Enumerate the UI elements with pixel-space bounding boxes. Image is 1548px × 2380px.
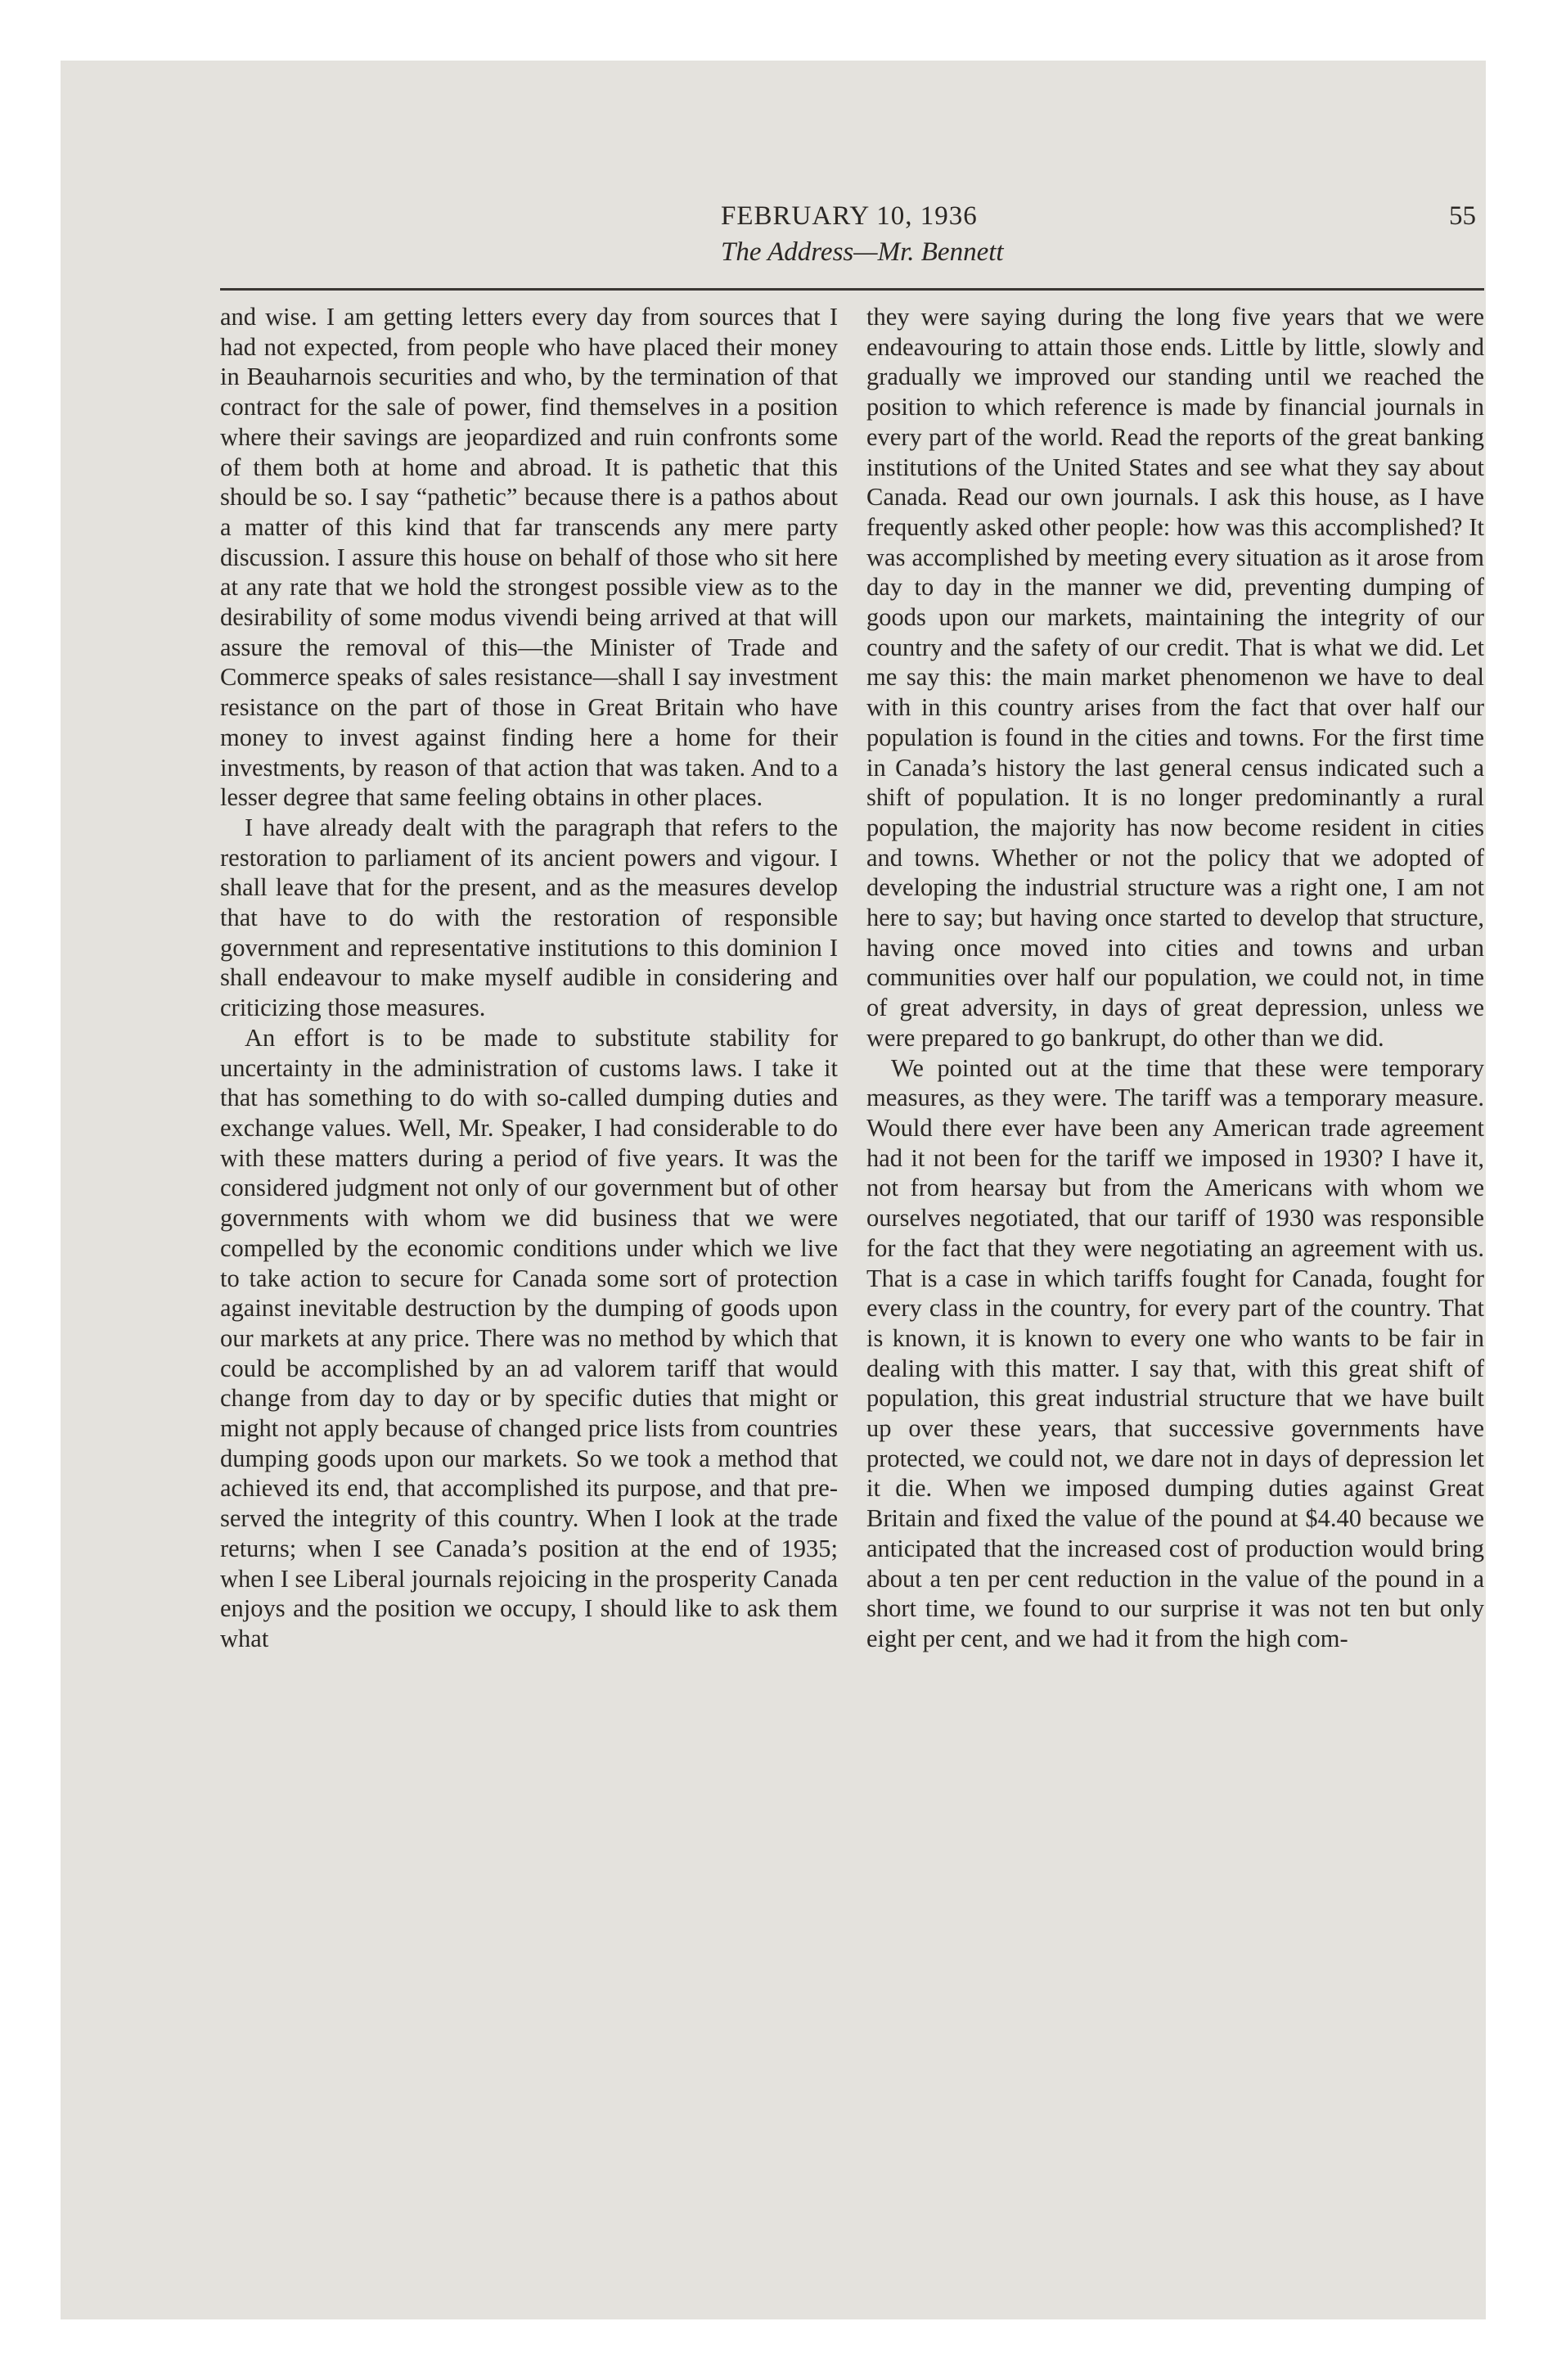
page-number: 55 — [1449, 201, 1476, 231]
paragraph: they were saying during the long five years that we were endeavouring to attain those ends. Little by little, slowly and gradually we improved our standing until we reached the position to which reference is made by financial journals in every part of the world. Read the reports of the great banking institutions of the United States and see what they say about Canada. Read our own journals. I ask this house, as I have frequently asked other people: how was this accomplished? It was accomplished by meeting every situation as it arose from day to day in the manner we did, preventing dumping of goods upon our markets, maintaining the integrity of our country and the safety of our credit. That is what we did. Let me say this: the main market phenomenon we have to deal with in this country arises from the fact that over half our population is found in the cities and towns. For the first time in Canada’s history the last general census indicated such a shift of population. It is no longer predominantly a rural population, the majority has now become resident in cities and towns. Whether or not the policy that we adopted of developing the industrial structure was a right one, I am not here to say; but having once started to develop that structure, having once moved into cities and towns and urban communities over half our population, we could not, in time of great adversity, in days of great depression, unless we were prepared to go bankrupt, do other than we did. — [866, 303, 1484, 1052]
right-column — [866, 302, 1484, 1654]
paragraph: and wise. I am getting letters every day from sources that I had not expected, from people who have placed their money in Beauharnois securities and who, by the termination of that contract for the sale of power, find themselves in a position where their savings are jeopardized and ruin confronts some of them both at home and abroad. It is pathetic that this should be so. I say “pathetic” because there is a pathos about a matter of this kind that far transcends any mere party discussion. I assure this house on behalf of those who sit here at any rate that we hold the strongest possible view as to the desirability of some modus vivendi being arrived at that will assure the removal of this—the Minister of Trade and Commerce speaks of sales resistance—shall I say investment resistance on the part of those in Great Britain who have money to invest against finding here a home for their investments, by reason of that action that was taken. And to a lesser degree that same feeling obtains in other places. — [220, 303, 838, 812]
document-page — [220, 200, 1484, 2229]
scanned-page-background — [61, 61, 1486, 2319]
paragraph: I have already dealt with the paragraph that refers to the restoration to parliament of its ancient powers and vigour. I shall leave that for the present, and as the measures develop that have to do with the restoration of responsible government and representative institutions to this dominion I shall endeavour to make myself audible in considering and criticizing those measures. — [220, 813, 838, 1022]
paragraph: We pointed out at the time that these were temporary measures, as they were. The tariff was a temporary measure. Would there ever have been any American trade agreement had it not been for the tariff we imposed in 1930? I have it, not from hearsay but from the Americans with whom we ourselves negotiated, that our tariff of 1930 was responsible for the fact that they were negotiating an agreement with us. That is a case in which tariffs fought for Canada, fought for every class in the country, for every part of the country. That is known, it is known to every one who wants to be fair in dealing with this matter. I say that, with this great shift of population, this great industrial structure that we have built up over these years, that successive governments have protected, we could not, we dare not in days of depression let it die. When we imposed dumping duties against Great Britain and fixed the value of the pound at $4.40 because we anticipated that the increased cost of production would bring about a ten per cent reduction in the value of the pound in a short time, we found to our surprise it was not ten but only eight per cent, and we had it from the high com- — [866, 1053, 1484, 1652]
text-columns — [220, 302, 1484, 2234]
left-column — [220, 302, 838, 1654]
page-header — [220, 200, 1484, 291]
running-title: The Address—Mr. Bennett — [721, 237, 1004, 267]
header-date: FEBRUARY 10, 1936 — [721, 201, 978, 231]
paragraph: An effort is to be made to substitute stability for uncertainty in the administration of customs laws. I take it that has something to do with so-called dumping duties and exchange values. Well, Mr. Speaker, I had considerable to do with these matters during a period of five years. It was the considered judgment not only of our government but of other governments with whom we did business that we were compelled by the economic conditions under which we live to take action to secure for Canada some sort of protection against inevitable destruction by the dumping of goods upon our markets at any price. There was no method by which that could be accomplished by an ad valorem tariff that would change from day to day or by specific duties that might or might not apply because of changed price lists from countries dumping goods upon our markets. So we took a method that achieved its end, that accomplished its purpose, and that preserved the integrity of this country. When I look at the trade returns; when I see Canada’s position at the end of 1935; when I see Liberal journals rejoicing in the prosperity Canada enjoys and the position we occupy, I should like to ask them what — [220, 1023, 838, 1652]
